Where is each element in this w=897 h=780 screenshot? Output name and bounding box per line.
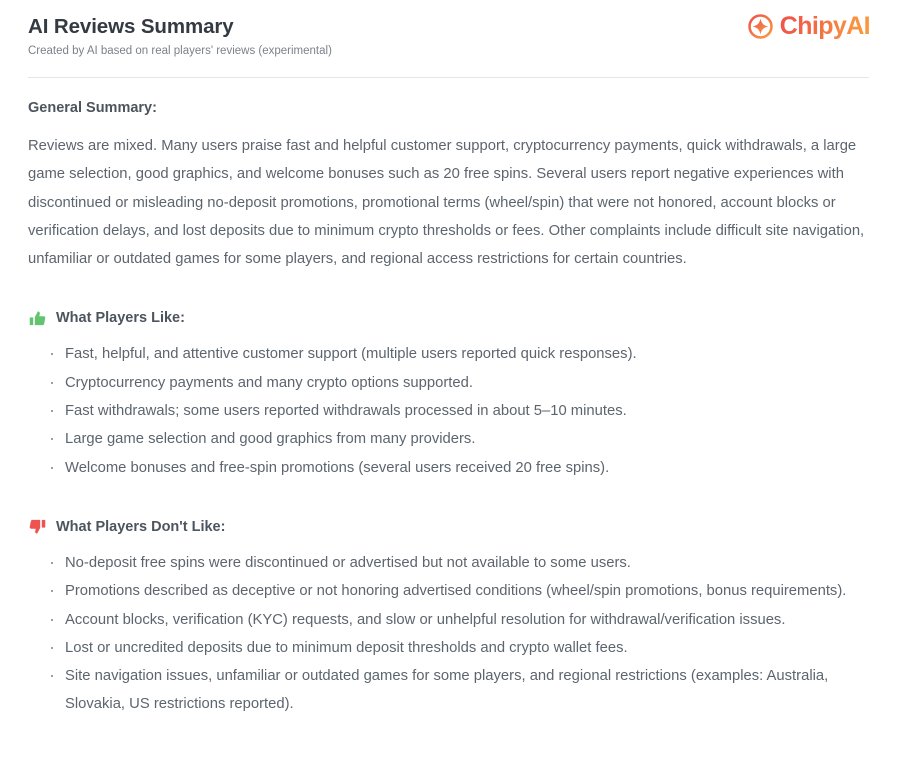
list-item: · Welcome bonuses and free-spin promotions (several users received 20 free spins).: [47, 454, 869, 482]
list-item: · Site navigation issues, unfamiliar or outdated games for some players, and regional restrictions (examples: Australia, Slovakia, US restrictions reported).: [47, 662, 869, 719]
thumbs-up-icon: [28, 309, 47, 328]
list-item: · Fast withdrawals; some users reported withdrawals processed in about 5–10 minutes.: [47, 397, 869, 425]
likes-heading: [28, 308, 869, 328]
dislikes-heading-label: What Players Don't Like:: [56, 518, 226, 535]
list-item: · Lost or uncredited deposits due to minimum deposit thresholds and crypto wallet fees.: [47, 634, 869, 662]
summary-content: [0, 98, 897, 719]
thumbs-down-icon: [28, 517, 47, 536]
general-summary-text: Reviews are mixed. Many users praise fast and helpful customer support, cryptocurrency payments, quick withdrawals, a large game selection, good graphics, and welcome bonuses such as 20 free spins. Several users report negative experiences with discontinued or misleading no-deposit promotions, promotional terms (wheel/spin) that were not honored, account blocks or verification delays, and lost deposits due to minimum crypto thresholds or fees. Other complaints include difficult site navigation, unfamiliar or outdated games for some players, and regional access restrictions for certain countries.: [28, 138, 865, 268]
chipyai-logo: [747, 13, 870, 40]
header-divider: [28, 77, 869, 78]
list-item: · Large game selection and good graphics from many providers.: [47, 425, 869, 453]
general-summary-heading: General Summary:: [28, 100, 157, 116]
brand-name: ChipyAI: [779, 12, 870, 40]
likes-heading-label: What Players Like:: [56, 310, 185, 327]
page-header: [0, 0, 897, 64]
list-item: · Promotions described as deceptive or not honoring advertised conditions (wheel/spin promotions, bonus requirements).: [47, 577, 869, 605]
dislikes-heading: [28, 517, 869, 537]
page-subtitle: Created by AI based on real players' reviews (experimental): [28, 45, 332, 57]
dislikes-list: [28, 549, 869, 719]
likes-list: [28, 340, 869, 481]
list-item: · No-deposit free spins were discontinued or advertised but not available to some users.: [47, 549, 869, 577]
list-item: · Cryptocurrency payments and many crypto options supported.: [47, 369, 869, 397]
page-title: AI Reviews Summary: [28, 15, 234, 38]
sparkle-circle-icon: [747, 13, 774, 40]
list-item: · Account blocks, verification (KYC) requests, and slow or unhelpful resolution for withdrawal/verification issues.: [47, 606, 869, 634]
list-item: · Fast, helpful, and attentive customer support (multiple users reported quick responses).: [47, 340, 869, 368]
